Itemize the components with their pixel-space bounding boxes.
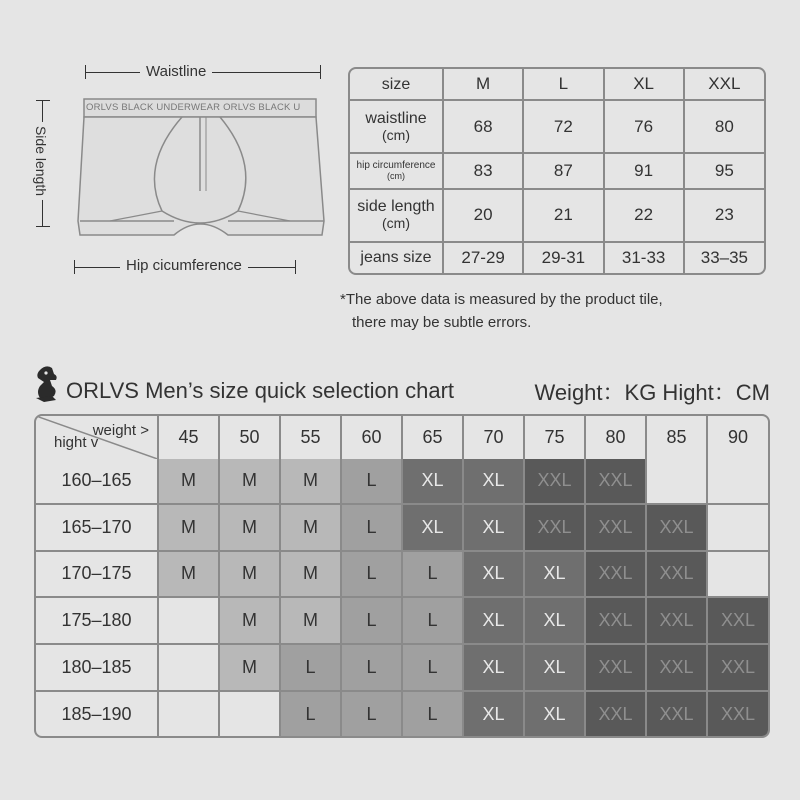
size-header-m: M: [443, 69, 523, 100]
hip-circumference-label: Hip cicumference: [120, 257, 248, 274]
weight-col-header: 60: [341, 416, 402, 459]
row-label-hip-circumference: [350, 153, 443, 188]
size-cell: M: [219, 504, 280, 551]
size-cell: M: [219, 459, 280, 504]
size-table-header-row: [350, 69, 764, 100]
table-cell: 68: [443, 100, 523, 153]
size-cell: L: [402, 691, 463, 736]
size-cell: XL: [463, 551, 524, 598]
corner-cell: [36, 416, 158, 459]
size-cell: XXL: [524, 504, 585, 551]
weight-col-header: 45: [158, 416, 219, 459]
table-row: [36, 551, 768, 598]
size-cell: L: [402, 551, 463, 598]
waistline-tick-left: [85, 65, 86, 79]
row-label-jeans-size: [350, 242, 443, 273]
row-label-text: waistline: [365, 109, 427, 127]
empty-cell: [158, 644, 219, 691]
empty-cell: [219, 691, 280, 736]
hight-row-label: 185–190: [36, 691, 158, 736]
size-header-xxl: XXL: [684, 69, 764, 100]
size-cell: XL: [402, 504, 463, 551]
size-cell: XL: [524, 551, 585, 598]
size-table-row-side-length: [350, 189, 764, 242]
waistband-text: ORLVS BLACK UNDERWEAR ORLVS BLACK U: [86, 102, 301, 113]
hight-row-label: 180–185: [36, 644, 158, 691]
size-cell: XL: [402, 459, 463, 504]
empty-cell: [158, 597, 219, 644]
size-cell: XXL: [585, 459, 646, 504]
size-cell: M: [219, 597, 280, 644]
size-cell: L: [341, 691, 402, 736]
table-cell: 27-29: [443, 242, 523, 273]
table-row: [36, 597, 768, 644]
size-cell: XL: [463, 459, 524, 504]
size-cell: XXL: [585, 691, 646, 736]
size-cell: XXL: [646, 691, 707, 736]
size-cell: XL: [463, 504, 524, 551]
size-cell: XXL: [707, 691, 768, 736]
size-cell: M: [158, 551, 219, 598]
size-header-label: size: [350, 69, 443, 100]
weight-col-header: 90: [727, 426, 749, 447]
empty-cell: [158, 691, 219, 736]
table-row: [36, 504, 768, 551]
size-cell: XL: [524, 691, 585, 736]
chart-units: Weight：KG Hight：CM: [534, 380, 770, 405]
row-label-unit: (cm): [387, 170, 405, 181]
size-cell: L: [341, 644, 402, 691]
weight-col-header: 75: [524, 416, 585, 459]
corner-weight-label: weight >: [92, 422, 149, 439]
size-cell: XXL: [707, 644, 768, 691]
side-length-tick-bottom: [36, 226, 50, 227]
table-cell: 80: [684, 100, 764, 153]
size-cell: XXL: [524, 459, 585, 504]
waistline-label: Waistline: [140, 63, 212, 80]
size-cell: XL: [463, 597, 524, 644]
hight-row-label: 170–175: [36, 551, 158, 598]
weight-col-header: 65: [402, 416, 463, 459]
row-label-text: side length: [357, 198, 435, 216]
note-line-2: there may be subtle errors.: [352, 314, 532, 331]
table-cell: 95: [684, 153, 764, 188]
row-label-waistline: [350, 100, 443, 153]
empty-cell: [707, 551, 768, 598]
row-label-side-length: [350, 189, 443, 242]
size-cell: L: [402, 597, 463, 644]
size-cell: XXL: [646, 504, 707, 551]
size-cell: L: [341, 551, 402, 598]
size-cell: L: [341, 459, 402, 504]
size-header-l: L: [523, 69, 603, 100]
empty-cell: [646, 459, 707, 504]
size-table: [348, 67, 766, 275]
size-cell: L: [280, 691, 341, 736]
table-cell: 91: [604, 153, 684, 188]
table-cell: 21: [523, 189, 603, 242]
row-label-text: hip circumference: [356, 159, 436, 171]
underwear-diagram: [30, 55, 320, 295]
weight-col-header: 55: [280, 416, 341, 459]
size-cell: XXL: [585, 597, 646, 644]
size-header-xl: XL: [604, 69, 684, 100]
corner-hight-label: hight v: [54, 433, 99, 451]
size-cell: M: [158, 504, 219, 551]
hip-tick-left: [74, 260, 75, 274]
size-cell: XL: [524, 644, 585, 691]
hight-row-label: 165–170: [36, 504, 158, 551]
size-cell: XL: [463, 644, 524, 691]
size-cell: XXL: [585, 644, 646, 691]
hight-row-label: 175–180: [36, 597, 158, 644]
row-label-unit: (cm): [382, 126, 410, 143]
hip-tick-right: [295, 260, 296, 274]
waistline-tick-right: [320, 65, 321, 79]
side-length-label: Side length: [33, 122, 49, 200]
size-cell: L: [402, 644, 463, 691]
size-cell: M: [280, 597, 341, 644]
size-cell: XXL: [707, 597, 768, 644]
table-cell: 76: [604, 100, 684, 153]
size-cell: L: [280, 644, 341, 691]
table-cell: 83: [443, 153, 523, 188]
size-cell: XXL: [646, 597, 707, 644]
size-table-row-jeans-size: [350, 242, 764, 273]
table-row: [36, 691, 768, 736]
table-cell: 33–35: [700, 247, 749, 267]
size-cell: M: [158, 459, 219, 504]
weight-col-header: 85: [646, 416, 707, 459]
size-cell: L: [341, 597, 402, 644]
weight-col-header: 80: [585, 416, 646, 459]
size-cell: M: [219, 551, 280, 598]
hight-row-label: 160–165: [36, 459, 158, 504]
empty-cell: [707, 504, 768, 551]
table-cell: 23: [684, 189, 764, 242]
table-row: [36, 459, 768, 504]
size-cell: M: [280, 504, 341, 551]
table-cell: 31-33: [604, 242, 684, 273]
size-cell: XXL: [585, 551, 646, 598]
empty-cell: [707, 459, 768, 504]
table-cell: 87: [523, 153, 603, 188]
size-cell: XL: [524, 597, 585, 644]
row-label-unit: (cm): [382, 215, 410, 232]
measurement-note: [340, 288, 663, 334]
size-cell: XXL: [646, 644, 707, 691]
table-cell: 22: [604, 189, 684, 242]
table-cell: 29-31: [523, 242, 603, 273]
row-label-text: jeans size: [360, 249, 432, 267]
note-line-1: *The above data is measured by the product tile,: [340, 291, 663, 308]
size-cell: M: [280, 551, 341, 598]
side-length-tick-top: [36, 100, 50, 101]
size-table-row-hip: [350, 153, 764, 188]
weight-header-row: [36, 416, 768, 459]
size-cell: L: [341, 504, 402, 551]
table-cell: 72: [523, 100, 603, 153]
weight-col-header: 70: [463, 416, 524, 459]
size-cell: M: [280, 459, 341, 504]
table-cell: 20: [443, 189, 523, 242]
size-cell: XXL: [585, 504, 646, 551]
table-row: [36, 644, 768, 691]
chart-title: ORLVS Men’s size quick selection chart: [66, 378, 455, 403]
weight-col-header: 50: [219, 416, 280, 459]
size-cell: M: [219, 644, 280, 691]
brand-logo-icon: [32, 364, 62, 404]
size-quick-chart: [34, 414, 770, 738]
size-table-row-waistline: [350, 100, 764, 153]
underwear-outline: [70, 95, 332, 245]
size-cell: XL: [463, 691, 524, 736]
size-cell: XXL: [646, 551, 707, 598]
